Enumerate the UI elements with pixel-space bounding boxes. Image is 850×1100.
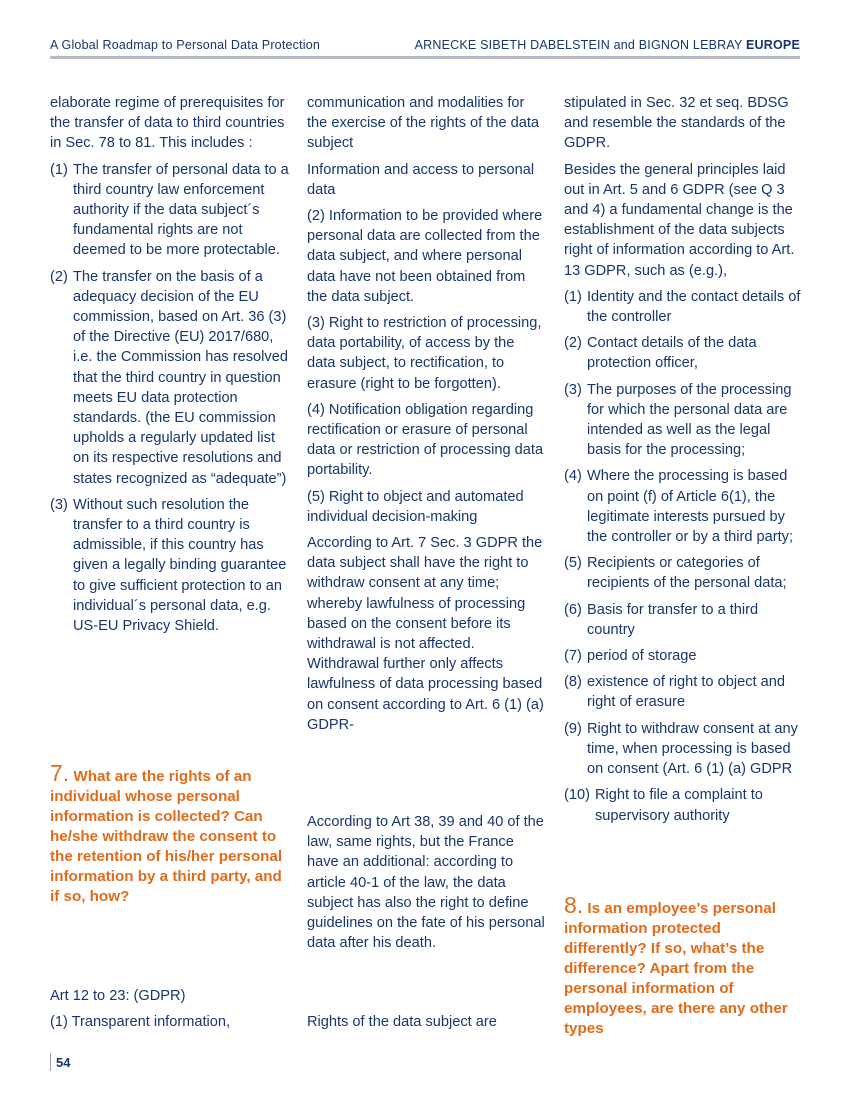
header-divider xyxy=(50,56,800,59)
paragraph: (1) Transparent information, xyxy=(50,1014,231,1030)
paragraph: Rights of the data subject are xyxy=(307,1014,497,1030)
list-item-number: (7) xyxy=(564,648,582,665)
list-item-number: (3) xyxy=(50,496,68,513)
page-number: 54 xyxy=(56,1055,71,1070)
list-item-number: (2) xyxy=(564,335,582,352)
section-heading: Art 12 to 23: (GDPR) xyxy=(50,988,186,1004)
question-text: What are the rights of an individual whose personal information is collected? Can he/she withdraw the consent to the retention of his/her personal information by a third party, and if so, how? xyxy=(50,768,283,905)
column-3 xyxy=(564,93,804,832)
list-item-number: (9) xyxy=(564,720,582,737)
list-item-number: (8) xyxy=(564,674,582,691)
list-item-text: Right to file a complaint to supervisory authority xyxy=(595,787,763,824)
list-item-text: The purposes of the processing for which the personal data are intended as well as the legal basis for the processing; xyxy=(587,381,792,459)
list-item-text: The transfer of personal data to a third country law enforcement authority if the data subject´s fundamental rights are not deemed to be more protectable. xyxy=(73,161,289,259)
footer-divider xyxy=(50,1053,51,1071)
list-item-number: (1) xyxy=(564,288,582,305)
list-item-text: Identity and the contact details of the controller xyxy=(587,288,801,326)
paragraph: elaborate regime of prerequisites for the transfer of data to third countries in Sec. 78 to 81. This includes : xyxy=(50,95,285,152)
question-8-heading xyxy=(564,892,804,1039)
list-item-number: (4) xyxy=(564,468,582,485)
question-7-heading xyxy=(50,760,295,907)
list-item-number: (3) xyxy=(564,381,582,398)
list-item-text: The transfer on the basis of a adequacy decision of the EU commission, based on Art. 36 (3) of the Directive (EU) 2017/680, i.e. the Commission has resolved that the third country in question meets EU data protection standards. (the EU commission upholds a regularly updated list on its respective resolutions and states recognized as “adequate”) xyxy=(73,268,288,487)
list-item xyxy=(50,160,290,261)
header-firm-names: ARNECKE SIBETH DABELSTEIN and BIGNON LEBRAY xyxy=(414,38,743,52)
paragraph-france: According to Art 38, 39 and 40 of the law, same rights, but the France have an additional: according to article 40-1 of the law, the data subject has also the right to define guidelines on the fate of his personal data after his death. xyxy=(307,814,545,952)
question-text: Is an employee’s personal information protected differently? If so, what’s the difference? Apart from the personal information of employees, are there any other types xyxy=(564,900,788,1037)
paragraph: Besides the general principles laid out in Art. 5 and 6 GDPR (see Q 3 and 4) a fundamental change is the establishment of the data subjects right of information according to Art. 13 GDPR, such as (e.g.), xyxy=(564,161,795,279)
list-item-number: (1) xyxy=(50,161,68,178)
list-item-text: Basis for transfer to a third country xyxy=(587,601,759,638)
list-item-text: existence of right to object and right of erasure xyxy=(587,674,785,711)
running-header xyxy=(50,36,800,56)
paragraph: stipulated in Sec. 32 et seq. BDSG and resemble the standards of the GDPR. xyxy=(564,95,789,152)
list-item-text: Recipients or categories of recipients of the personal data; xyxy=(587,555,787,592)
list-item xyxy=(564,600,804,640)
list-item-text: Contact details of the data protection officer, xyxy=(587,335,757,372)
paragraph: According to Art. 7 Sec. 3 GDPR the data subject shall have the right to withdraw consent at any time; whereby lawfulness of processing based on the consent before its withdrawal is not affected. Withdrawal further only affects lawfulness of data processing based on consent according to Art. 6 (1) (a) GDPR- xyxy=(307,535,544,733)
list-item xyxy=(564,333,804,373)
question-number: 7. xyxy=(50,760,70,786)
paragraph: communication and modalities for the exercise of the rights of the data subject xyxy=(307,95,540,152)
list-item xyxy=(564,672,804,712)
list-item-text: period of storage xyxy=(587,648,697,665)
paragraph: (4) Notification obligation regarding rectification or erasure of personal data or restriction of processing data portability. xyxy=(307,401,544,479)
list-item xyxy=(50,267,290,489)
paragraph: (2) Information to be provided where personal data are collected from the data subject, and where personal data have not been obtained from the data subject. xyxy=(307,208,543,305)
list-item-number: (6) xyxy=(564,601,582,618)
list-item-text: Where the processing is based on point (f) of Article 6(1), the legitimate interests pursued by the controller or by a third party; xyxy=(587,468,794,546)
paragraph: (5) Right to object and automated individual decision-making xyxy=(307,488,524,525)
list-item xyxy=(564,646,804,666)
list-item xyxy=(50,495,290,636)
list-item xyxy=(564,380,804,461)
list-item-text: Right to withdraw consent at any time, when processing is based on consent (Art. 6 (1) (a) GDPR xyxy=(587,720,798,778)
header-authors xyxy=(415,38,800,52)
paragraph: Information and access to personal data xyxy=(307,161,535,198)
list-item xyxy=(564,553,804,593)
list-item-number: (2) xyxy=(50,268,68,285)
header-region: EUROPE xyxy=(746,38,800,52)
list-item xyxy=(564,287,804,327)
header-publication-title: A Global Roadmap to Personal Data Protection xyxy=(50,38,321,52)
list-item-number: (10) xyxy=(564,787,590,804)
question-number: 8. xyxy=(564,892,584,918)
column-2 xyxy=(307,93,545,741)
paragraph: (3) Right to restriction of processing, data portability, of access by the data subject, to rectification, to erasure (right to be forgotten). xyxy=(307,315,542,392)
column-1 xyxy=(50,93,290,642)
list-item-number: (5) xyxy=(564,555,582,572)
list-item xyxy=(564,719,804,780)
list-item xyxy=(564,785,804,825)
list-item xyxy=(564,466,804,547)
list-item-text: Without such resolution the transfer to a third country is admissible, if this country has given a legally binding guarantee to give sufficient protection to an individual´s personal data, e.g. US-EU Privacy Shield. xyxy=(73,496,287,635)
